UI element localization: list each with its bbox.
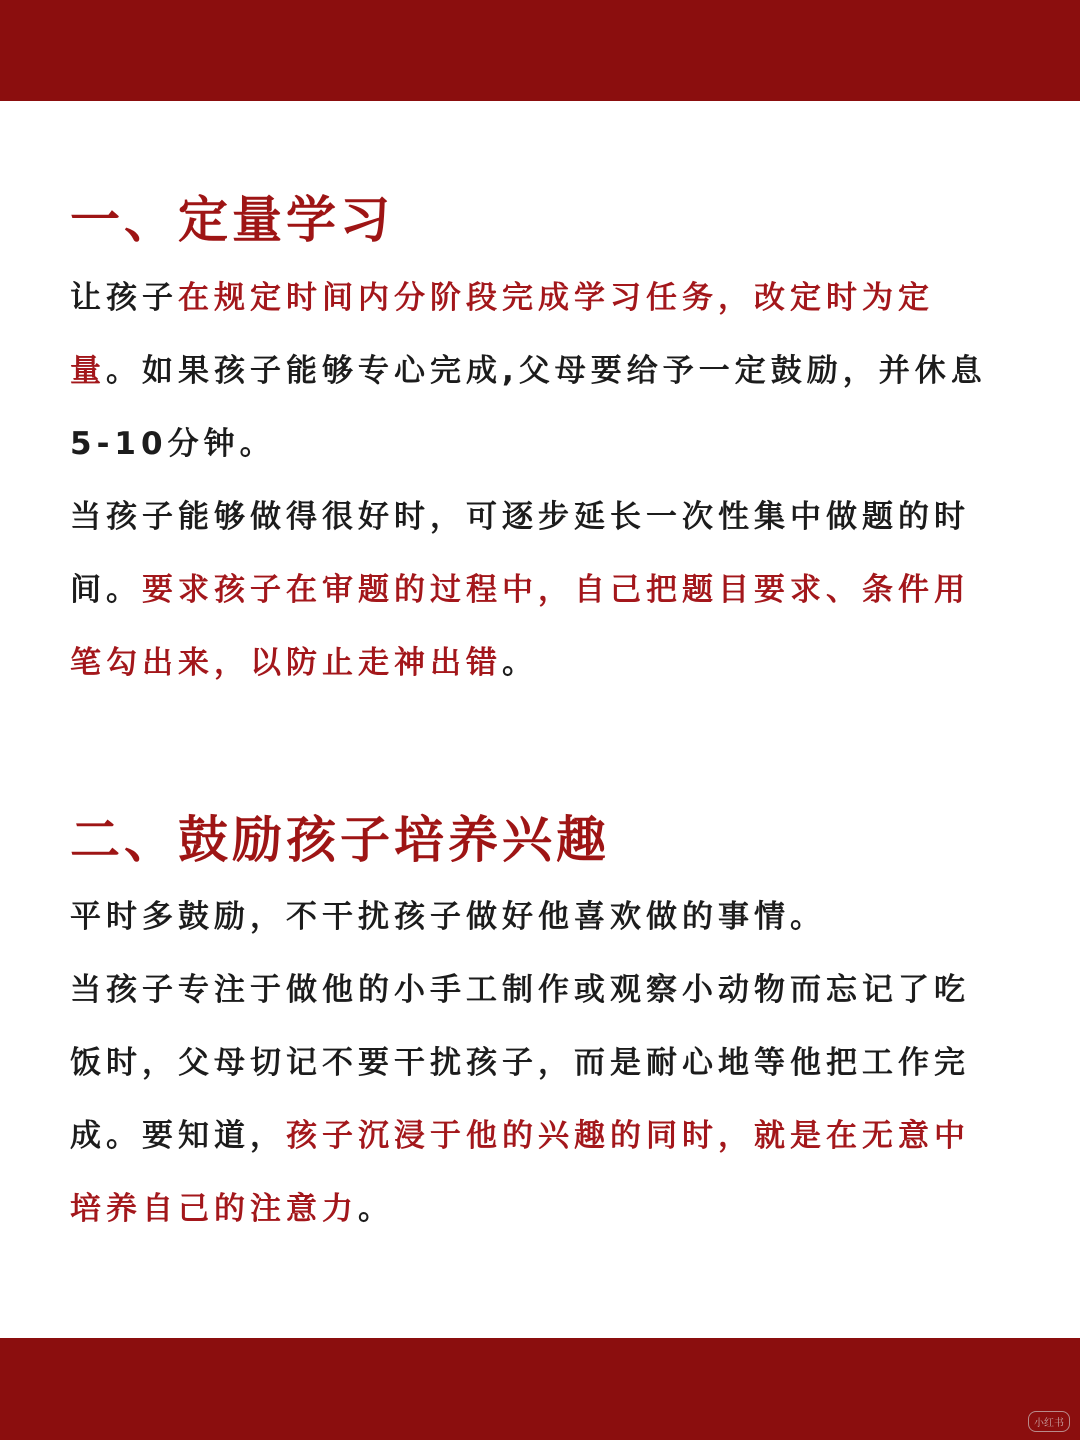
- section1-paragraph-2: [70, 481, 1000, 700]
- section1-p1-text-a: 让孩子: [70, 280, 178, 316]
- top-banner: [0, 0, 1080, 101]
- section2-paragraph-1: [70, 881, 1000, 954]
- section2-p2-text-b: 。: [358, 1191, 394, 1227]
- section2-p2-highlight: 孩子沉浸于他的兴趣的同时，就是在无意中培养自己的注意力: [70, 1118, 970, 1227]
- section1-p2-highlight: 要求孩子在审题的过程中，自己把题目要求、条件用笔勾出来，以防止走神出错: [70, 572, 970, 681]
- section1-p1-text-b: 。如果孩子能够专心完成,父母要给予一定鼓励，并休息5-10分钟。: [70, 353, 987, 462]
- section1-p1-highlight: 在规定时间内分阶段完成学习任务，改定时为定量: [70, 280, 934, 389]
- section2-p1-text-a: 平时多鼓励，不干扰孩子做好他喜欢做的事情。: [70, 899, 826, 935]
- bottom-banner: [0, 1338, 1080, 1440]
- section2-p2-text-a: 当孩子专注于做他的小手工制作或观察小动物而忘记了吃饭时，父母切记不要干扰孩子，而是耐心地等他把工作完成。要知道，: [70, 972, 970, 1154]
- section2-title: 二、鼓励孩子培养兴趣: [70, 811, 610, 869]
- section1-p2-text-b: 。: [502, 645, 538, 681]
- section1-title: 一、定量学习: [70, 191, 394, 249]
- watermark-logo: 小红书: [1028, 1411, 1070, 1432]
- section2-paragraph-2: [70, 954, 1000, 1246]
- section1-paragraph-1: [70, 262, 1000, 481]
- section1-p2-text-a: 当孩子能够做得很好时，可逐步延长一次性集中做题的时间。: [70, 499, 970, 608]
